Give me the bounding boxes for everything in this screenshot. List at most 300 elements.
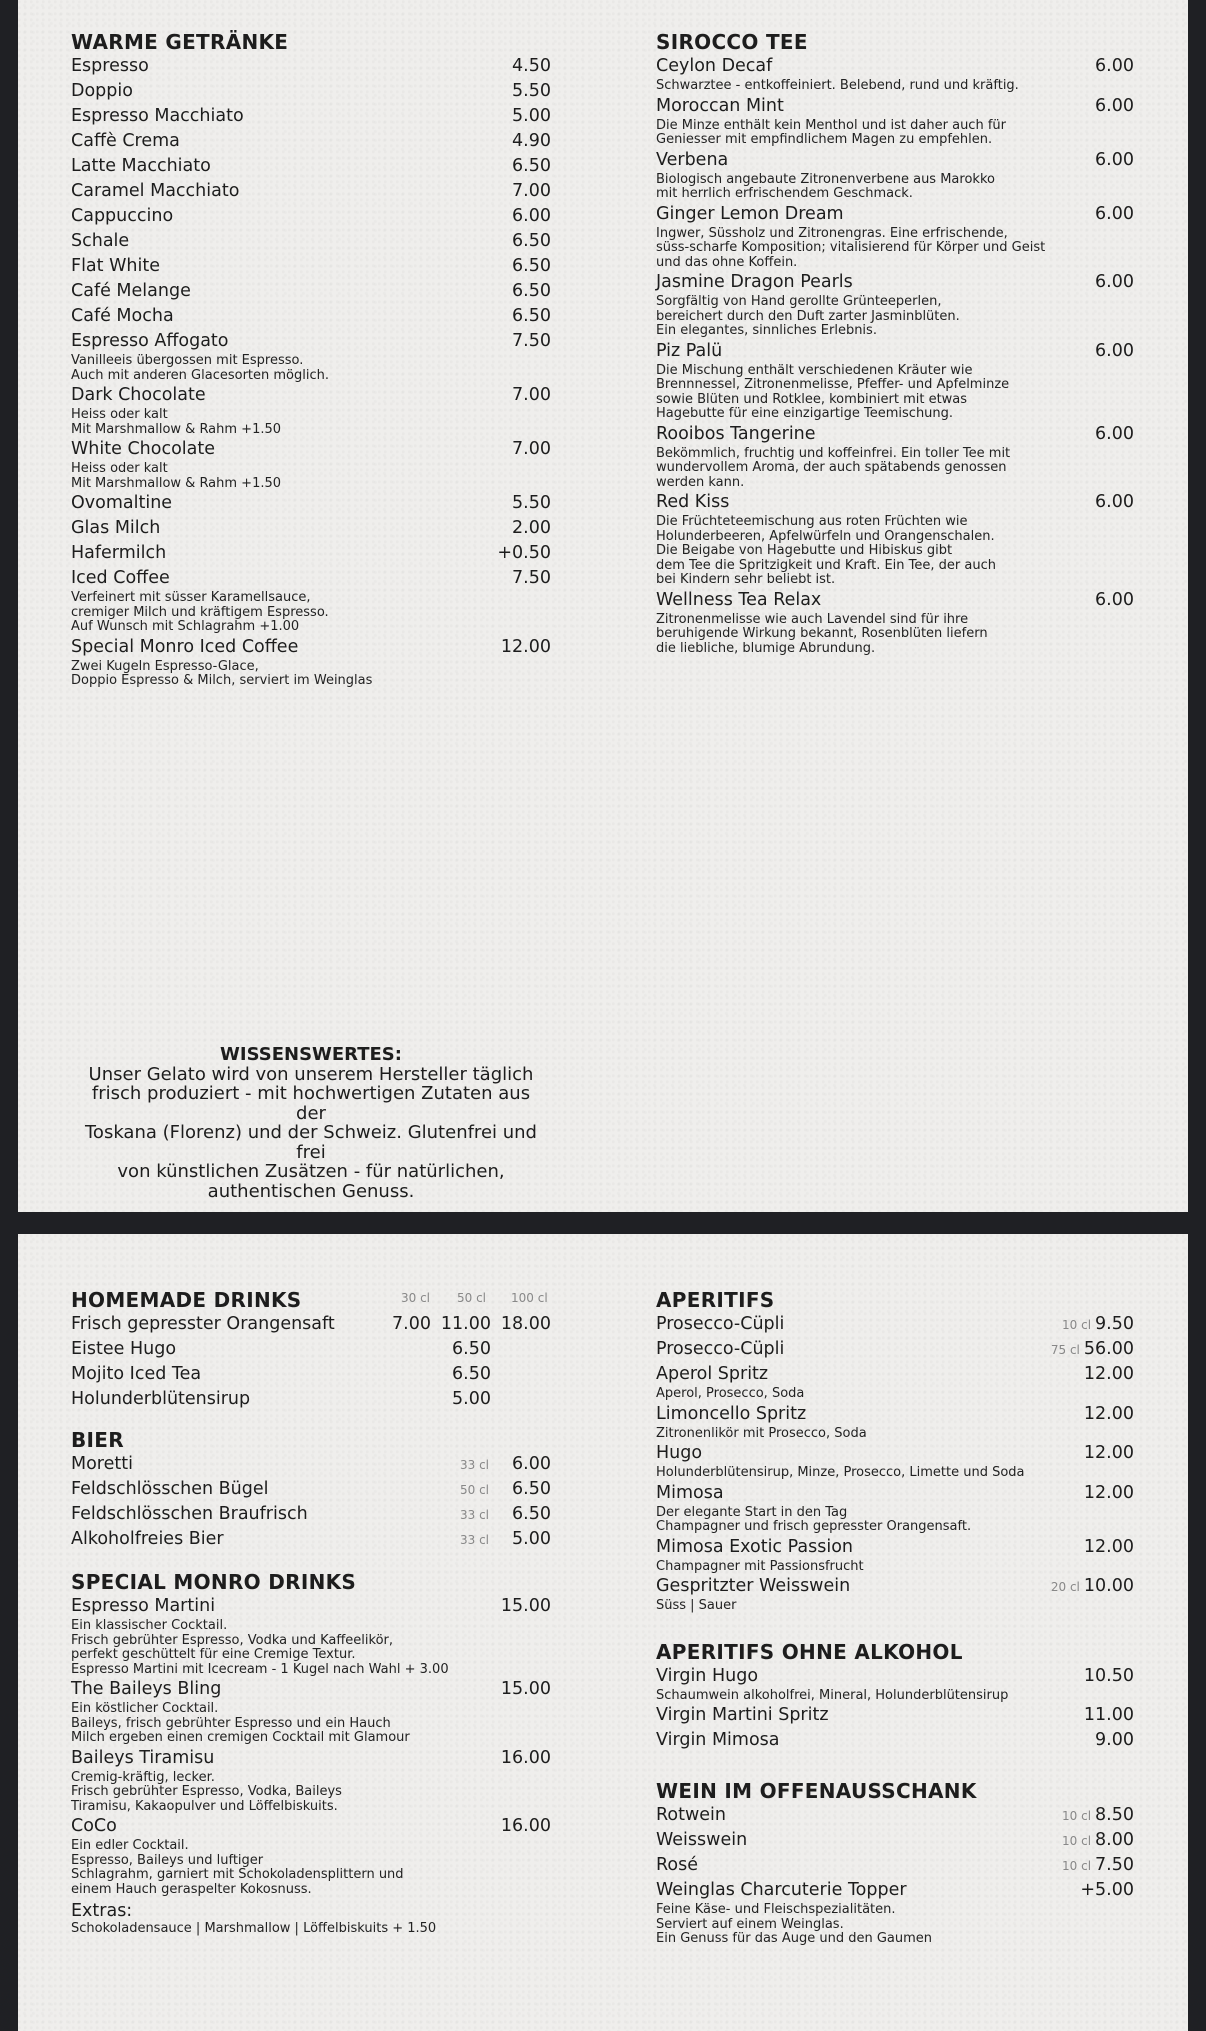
page2-right-column — [656, 1288, 1134, 1947]
menu-item — [71, 304, 551, 329]
item-price — [1084, 1535, 1134, 1560]
menu-item — [656, 588, 1134, 657]
price-value: 4.50 — [512, 56, 551, 76]
menu-item — [656, 94, 1134, 148]
homemade-drinks-table — [71, 1312, 551, 1412]
item-name: Moretti — [71, 1454, 133, 1474]
wein-list — [656, 1803, 1134, 1947]
item-description: Holunderblütensirup, Minze, Prosecco, Limette und Soda — [656, 1465, 1025, 1480]
item-description: Tiramisu, Kakaopulver und Löffelbiskuits. — [71, 1798, 338, 1814]
item-price — [512, 1477, 551, 1502]
item-description: sowie Blüten und Rotklee, kombiniert mit etwas — [656, 391, 968, 407]
item-name: Prosecco-Cüpli — [656, 1339, 785, 1359]
section-title: HOMEMADE DRINKS — [71, 1288, 302, 1312]
menu-item — [71, 635, 551, 689]
item-price — [1095, 148, 1134, 173]
item-price — [1084, 1441, 1134, 1466]
menu-item — [71, 229, 551, 254]
item-volume: 10 cl — [1062, 1318, 1092, 1332]
item-price — [1062, 1828, 1134, 1854]
warme-getraenke-list — [71, 54, 551, 689]
item-price — [512, 1527, 551, 1552]
warme-getraenke-section — [71, 30, 551, 689]
menu-item — [656, 490, 1134, 588]
item-price — [1062, 1853, 1134, 1879]
item-price — [1084, 1402, 1134, 1427]
item-price — [1095, 202, 1134, 227]
price-50cl: 11.00 — [440, 1314, 491, 1334]
aperitifs-ohne-list — [656, 1664, 1134, 1754]
item-description: bei Kindern sehr beliebt ist. — [656, 572, 836, 587]
price-value: 2.00 — [512, 518, 551, 538]
price-50cl: 6.50 — [452, 1364, 491, 1384]
item-price — [512, 229, 551, 254]
item-description: mit herrlich erfrischendem Geschmack. — [656, 186, 913, 201]
menu-item — [71, 54, 551, 79]
item-name: Rooibos Tangerine — [656, 423, 816, 444]
menu-item — [656, 54, 1134, 94]
price-value: 6.00 — [1095, 492, 1134, 512]
menu-item — [656, 1728, 1134, 1753]
menu-item — [656, 1828, 1134, 1853]
item-price — [1084, 1481, 1134, 1506]
item-price — [1095, 490, 1134, 515]
item-price — [497, 541, 551, 566]
drink-name: Eistee Hugo — [71, 1339, 177, 1359]
item-name: Wellness Tea Relax — [656, 589, 822, 610]
extras-text: Schokoladensauce | Marshmallow | Löffelbiskuits + 1.50 — [71, 1921, 437, 1936]
item-name: Virgin Hugo — [656, 1665, 759, 1686]
price-value: 6.50 — [512, 156, 551, 176]
item-price — [1051, 1574, 1134, 1600]
item-description: Vanilleeis übergossen mit Espresso. — [71, 353, 304, 368]
col-header-50cl: 50 cl — [457, 1291, 487, 1305]
item-name: Mimosa Exotic Passion — [656, 1536, 853, 1557]
menu-page-1 — [18, 0, 1188, 1212]
section-title: SIROCCO TEE — [656, 30, 808, 54]
item-price — [1084, 1362, 1134, 1387]
menu-item — [656, 422, 1134, 491]
menu-item — [71, 279, 551, 304]
price-100cl: 18.00 — [500, 1314, 551, 1334]
item-price — [512, 1452, 551, 1477]
item-name: Virgin Martini Spritz — [656, 1705, 829, 1725]
item-description: Serviert auf einem Weinglas. — [656, 1916, 844, 1932]
menu-item — [71, 104, 551, 129]
item-description: Mit Marshmallow & Rahm +1.50 — [71, 421, 282, 437]
item-volume: 10 cl — [1062, 1859, 1092, 1873]
item-volume: 33 cl — [459, 1533, 489, 1547]
item-name: Ovomaltine — [71, 493, 173, 513]
aperitifs-list — [656, 1312, 1134, 1614]
item-description: Ein elegantes, sinnliches Erlebnis. — [656, 323, 877, 338]
menu-item — [656, 339, 1134, 422]
menu-item — [71, 1527, 551, 1552]
item-description: Zitronenlikör mit Prosecco, Soda — [656, 1425, 867, 1441]
menu-item — [71, 516, 551, 541]
item-price — [512, 1502, 551, 1527]
item-name: Café Melange — [71, 281, 191, 301]
item-name: Cappuccino — [71, 206, 174, 226]
item-description: Schwarztee - entkoffeiniert. Belebend, rund und kräftig. — [656, 78, 1019, 93]
price-value: 16.00 — [500, 1747, 551, 1768]
item-description: Die Minze enthält kein Menthol und ist daher auch für — [656, 117, 1006, 133]
menu-item — [656, 1337, 1134, 1362]
price-value: 6.00 — [1095, 423, 1134, 444]
item-description: dem Tee die Spritzigkeit und Kraft. Ein Tee, der auch — [656, 557, 996, 573]
item-price — [512, 516, 551, 541]
item-name: Schale — [71, 231, 130, 251]
item-price — [512, 204, 551, 229]
menu-item — [656, 1441, 1134, 1481]
item-description: Ein edler Cocktail. — [71, 1838, 189, 1853]
item-price — [512, 491, 551, 516]
section-title: APERITIFS — [656, 1288, 775, 1312]
item-description: Aperol, Prosecco, Soda — [656, 1386, 805, 1401]
item-description: Die Mischung enthält verschiedenen Kräuter wie — [656, 362, 973, 378]
item-name: Espresso Affogato — [71, 331, 229, 351]
drink-name: Holunderblütensirup — [71, 1389, 251, 1409]
item-description: Baileys, frisch gebrühter Espresso und ein Hauch — [71, 1715, 391, 1731]
item-name: Virgin Mimosa — [656, 1730, 780, 1750]
menu-item — [71, 1477, 551, 1502]
price-value: 6.50 — [512, 1504, 551, 1524]
price-30cl: 7.00 — [392, 1314, 431, 1334]
menu-page-2 — [18, 1234, 1188, 2031]
item-description: Hagebutte für eine einzigartige Teemischung. — [656, 406, 954, 421]
price-value: 6.00 — [512, 206, 551, 226]
item-description: wundervollem Aroma, der auch spätabends genossen — [656, 460, 1007, 475]
price-value: 15.00 — [500, 1596, 551, 1616]
item-name: Aperol Spritz — [656, 1364, 769, 1384]
table-row — [71, 1312, 551, 1337]
price-value: 6.00 — [1095, 203, 1134, 224]
item-description: Verfeinert mit süsser Karamellsauce, — [71, 590, 311, 605]
note-line: von künstlichen Zusätzen - für natürlichen, — [117, 1161, 505, 1182]
item-description: Süss | Sauer — [656, 1598, 737, 1613]
item-description: Frisch gebrühter Espresso, Vodka und Kaffeelikör, — [71, 1632, 394, 1648]
col-header-30cl: 30 cl — [401, 1291, 431, 1305]
item-price — [1095, 270, 1134, 295]
price-value: 7.50 — [1095, 1855, 1134, 1875]
menu-item — [656, 202, 1134, 271]
item-description: Ingwer, Süssholz und Zitronengras. Eine erfrischende, — [656, 225, 1008, 241]
price-value: 6.00 — [1095, 272, 1134, 292]
item-price — [1095, 422, 1134, 447]
price-value: 5.00 — [512, 1529, 551, 1549]
item-name: Hugo — [656, 1443, 703, 1463]
special-drinks-list — [71, 1594, 551, 1897]
section-title: APERITIFS OHNE ALKOHOL — [656, 1639, 963, 1664]
item-price — [512, 129, 551, 154]
item-name: Glas Milch — [71, 518, 161, 538]
item-name: Doppio — [71, 81, 133, 101]
price-50cl: 5.00 — [452, 1389, 491, 1409]
price-value: 6.00 — [1095, 149, 1134, 170]
price-value: 15.00 — [500, 1679, 551, 1699]
item-name: Ceylon Decaf — [656, 56, 773, 76]
item-name: Latte Macchiato — [71, 156, 211, 176]
menu-item — [71, 541, 551, 566]
price-value: +0.50 — [497, 543, 551, 563]
item-description: Schaumwein alkoholfrei, Mineral, Holunderblütensirup — [656, 1687, 1009, 1703]
price-value: 6.50 — [512, 281, 551, 301]
menu-item — [71, 254, 551, 279]
price-value: 6.00 — [1095, 56, 1134, 76]
price-value: 56.00 — [1083, 1339, 1134, 1359]
item-name: Espresso Martini — [71, 1596, 216, 1616]
item-description: Doppio Espresso & Milch, serviert im Weinglas — [71, 673, 373, 688]
item-description: Ein köstlicher Cocktail. — [71, 1701, 219, 1716]
item-description: cremiger Milch und kräftigem Espresso. — [71, 604, 329, 620]
price-value: 7.00 — [512, 181, 551, 201]
price-value: 5.00 — [512, 106, 551, 126]
item-description: Feine Käse- und Fleischspezialitäten. — [656, 1902, 896, 1917]
price-50cl: 6.50 — [452, 1339, 491, 1359]
item-price — [1051, 1337, 1134, 1363]
item-name: White Chocolate — [71, 439, 216, 459]
item-description: Milch ergeben einen cremigen Cocktail mit Glamour — [71, 1730, 410, 1745]
price-value: 16.00 — [500, 1816, 551, 1836]
item-price — [501, 1814, 551, 1839]
note-line: frisch produziert - mit hochwertigen Zutaten aus der — [91, 1083, 531, 1124]
drink-name: Mojito Iced Tea — [71, 1364, 202, 1384]
item-price — [1084, 1664, 1134, 1689]
wissenswertes-note — [76, 1045, 546, 1201]
menu-item — [71, 1502, 551, 1527]
item-price — [1062, 1803, 1134, 1829]
item-description: süss-scharfe Komposition; vitalisierend für Körper und Geist — [656, 240, 1046, 255]
item-description: Die Beigabe von Hagebutte und Hibiskus gibt — [656, 543, 953, 558]
item-description: Der elegante Start in den Tag — [656, 1504, 848, 1520]
item-price — [512, 104, 551, 129]
item-volume: 10 cl — [1062, 1834, 1092, 1848]
menu-item — [71, 329, 551, 383]
price-value: 11.00 — [1083, 1705, 1134, 1725]
table-row — [71, 1387, 551, 1412]
menu-item — [71, 1814, 551, 1897]
price-value: 8.00 — [1095, 1830, 1134, 1850]
price-value: 7.50 — [512, 568, 551, 588]
note-line: Toskana (Florenz) und der Schweiz. Glutenfrei und frei — [85, 1122, 537, 1163]
special-monro-drinks-section — [71, 1570, 551, 1937]
price-value: +5.00 — [1080, 1880, 1134, 1900]
item-price — [1095, 54, 1134, 79]
item-description: Frisch gebrühter Espresso, Vodka, Baileys — [71, 1784, 342, 1799]
note-line: Unser Gelato wird von unserem Hersteller täglich — [88, 1063, 534, 1085]
menu-item — [656, 1402, 1134, 1442]
item-description: Biologisch angebaute Zitronenverbene aus Marokko — [656, 171, 995, 187]
item-name: Alkoholfreies Bier — [71, 1529, 224, 1549]
item-name: Café Mocha — [71, 306, 174, 326]
item-description: Zitronenmelisse wie auch Lavendel sind für ihre — [656, 611, 969, 627]
price-value: 12.00 — [1083, 1364, 1134, 1384]
item-description: werden kann. — [656, 474, 745, 490]
sirocco-tee-section — [656, 30, 1134, 656]
price-value: 10.50 — [1083, 1665, 1134, 1686]
price-value: 6.00 — [1095, 95, 1134, 116]
item-name: Rotwein — [656, 1805, 726, 1825]
menu-item — [656, 1853, 1134, 1878]
item-description: Schlagrahm, garniert mit Schokoladensplittern und — [71, 1867, 404, 1882]
menu-item — [656, 1312, 1134, 1337]
item-price — [512, 437, 551, 462]
item-price — [512, 179, 551, 204]
item-description: Holunderbeeren, Apfelwürfeln und Orangenschalen. — [656, 528, 995, 544]
menu-item — [656, 1803, 1134, 1828]
item-description: Sorgfältig von Hand gerollte Grünteeperlen, — [656, 294, 942, 309]
price-value: 6.50 — [512, 231, 551, 251]
item-name: Verbena — [656, 149, 729, 170]
item-name: Rosé — [656, 1855, 698, 1875]
item-price — [512, 79, 551, 104]
item-name: Baileys Tiramisu — [71, 1747, 215, 1768]
menu-item — [71, 154, 551, 179]
col-header-100cl: 100 cl — [511, 1291, 548, 1305]
menu-item — [656, 1535, 1134, 1575]
item-description: Heiss oder kalt — [71, 407, 168, 422]
item-volume: 10 cl — [1062, 1809, 1092, 1823]
price-value: 6.00 — [512, 1454, 551, 1474]
menu-item — [71, 179, 551, 204]
item-description: und das ohne Koffein. — [656, 254, 798, 270]
item-price — [1095, 94, 1134, 119]
price-value: 6.50 — [512, 256, 551, 276]
item-price — [512, 329, 551, 354]
item-name: Moroccan Mint — [656, 95, 784, 116]
item-name: Red Kiss — [656, 492, 730, 512]
menu-item — [656, 1703, 1134, 1728]
price-value: 8.50 — [1095, 1805, 1134, 1825]
item-price — [512, 54, 551, 79]
bier-list — [71, 1452, 551, 1552]
price-value: 12.00 — [500, 636, 551, 657]
item-description: einem Hauch geraspelter Kokosnuss. — [71, 1881, 312, 1897]
price-value: 6.00 — [1095, 340, 1134, 361]
item-name: Piz Palü — [656, 340, 723, 361]
item-name: Feldschlösschen Bügel — [71, 1479, 269, 1499]
menu-item — [656, 148, 1134, 202]
item-description: beruhigende Wirkung bekannt, Rosenblüten liefern — [656, 626, 988, 641]
item-name: Gespritzter Weisswein — [656, 1576, 851, 1596]
item-description: Espresso Martini mit Icecream - 1 Kugel nach Wahl + 3.00 — [71, 1661, 449, 1677]
item-description: Mit Marshmallow & Rahm +1.50 — [71, 475, 282, 491]
item-description: Auch mit anderen Glacesorten möglich. — [71, 367, 329, 383]
item-description: Ein klassischer Cocktail. — [71, 1618, 228, 1633]
menu-item — [656, 1481, 1134, 1535]
price-value: 5.50 — [512, 493, 551, 513]
menu-item — [71, 129, 551, 154]
item-price — [501, 1746, 551, 1771]
item-name: CoCo — [71, 1816, 117, 1836]
item-volume: 33 cl — [459, 1458, 489, 1472]
section-title: WEIN IM OFFENAUSSCHANK — [656, 1779, 977, 1803]
homemade-drinks-section — [71, 1288, 551, 1412]
menu-item — [71, 383, 551, 437]
item-description: perfekt geschüttelt für eine Cremige Textur. — [71, 1647, 356, 1662]
item-volume: 20 cl — [1050, 1580, 1080, 1594]
item-volume: 33 cl — [459, 1508, 489, 1522]
item-name: Mimosa — [656, 1482, 724, 1503]
item-description: Die Früchteteemischung aus roten Früchten wie — [656, 514, 968, 529]
item-description: Cremig-kräftig, lecker. — [71, 1769, 215, 1785]
drink-name: Frisch gepresster Orangensaft — [71, 1314, 335, 1334]
price-value: 7.50 — [512, 331, 551, 351]
item-description: Ein Genuss für das Auge und den Gaumen — [656, 1931, 933, 1946]
item-price — [501, 1677, 551, 1702]
price-value: 12.00 — [1083, 1403, 1134, 1424]
item-description: Zwei Kugeln Espresso-Glace, — [71, 658, 259, 674]
item-description: Geniesser mit empfindlichem Magen zu empfehlen. — [656, 132, 993, 147]
item-price — [1095, 339, 1134, 364]
item-name: Ginger Lemon Dream — [656, 203, 844, 224]
item-price — [1095, 1728, 1134, 1753]
item-description: Espresso, Baileys und luftiger — [71, 1852, 264, 1868]
menu-item — [71, 79, 551, 104]
aperitifs-ohne-alkohol-section — [656, 1640, 1134, 1754]
item-name: Weinglas Charcuterie Topper — [656, 1880, 907, 1900]
item-price — [1062, 1312, 1134, 1338]
item-name: The Baileys Bling — [71, 1679, 222, 1699]
item-price — [512, 254, 551, 279]
price-value: 9.00 — [1095, 1730, 1134, 1750]
price-value: 4.90 — [512, 131, 551, 151]
item-name: Jasmine Dragon Pearls — [656, 272, 853, 292]
item-price — [1084, 1703, 1134, 1728]
item-description: Champagner mit Passionsfrucht — [656, 1558, 864, 1574]
menu-item — [71, 1594, 551, 1677]
menu-item — [71, 1452, 551, 1477]
menu-item — [656, 270, 1134, 339]
section-title: WARME GETRÄNKE — [71, 30, 289, 54]
item-volume: 50 cl — [459, 1483, 489, 1497]
item-name: Flat White — [71, 256, 160, 276]
menu-item — [71, 1677, 551, 1746]
section-title: SPECIAL MONRO DRINKS — [71, 1570, 357, 1594]
item-description: bereichert durch den Duft zarter Jasminblüten. — [656, 308, 960, 324]
item-description: Bekömmlich, fruchtig und koffeinfrei. Ein toller Tee mit — [656, 445, 1011, 461]
item-name: Iced Coffee — [71, 568, 170, 588]
sirocco-tee-list — [656, 54, 1134, 656]
menu-item — [656, 1664, 1134, 1704]
item-price — [512, 304, 551, 329]
item-name: Caramel Macchiato — [71, 181, 240, 201]
price-value: 12.00 — [1083, 1536, 1134, 1557]
aperitifs-section — [656, 1288, 1134, 1614]
price-value: 6.00 — [1095, 589, 1134, 610]
item-name: Espresso — [71, 56, 149, 76]
item-price — [1095, 588, 1134, 613]
menu-item — [71, 437, 551, 491]
price-value: 7.00 — [512, 385, 551, 405]
price-value: 12.00 — [1083, 1443, 1134, 1463]
item-name: Weisswein — [656, 1830, 748, 1850]
page2-left-column — [71, 1288, 551, 1937]
item-name: Caffè Crema — [71, 131, 180, 151]
section-title: BIER — [71, 1428, 124, 1452]
table-row — [71, 1362, 551, 1387]
item-price — [512, 566, 551, 591]
wein-section — [656, 1779, 1134, 1947]
bier-section — [71, 1428, 551, 1552]
item-name: Hafermilch — [71, 543, 167, 563]
item-volume: 75 cl — [1050, 1343, 1080, 1357]
extras-label: Extras: — [71, 1901, 133, 1921]
item-description: Brennnessel, Zitronenmelisse, Pfeffer- und Apfelminze — [656, 377, 1010, 392]
price-value: 9.50 — [1095, 1314, 1134, 1334]
menu-item — [71, 491, 551, 516]
item-price — [501, 635, 551, 660]
